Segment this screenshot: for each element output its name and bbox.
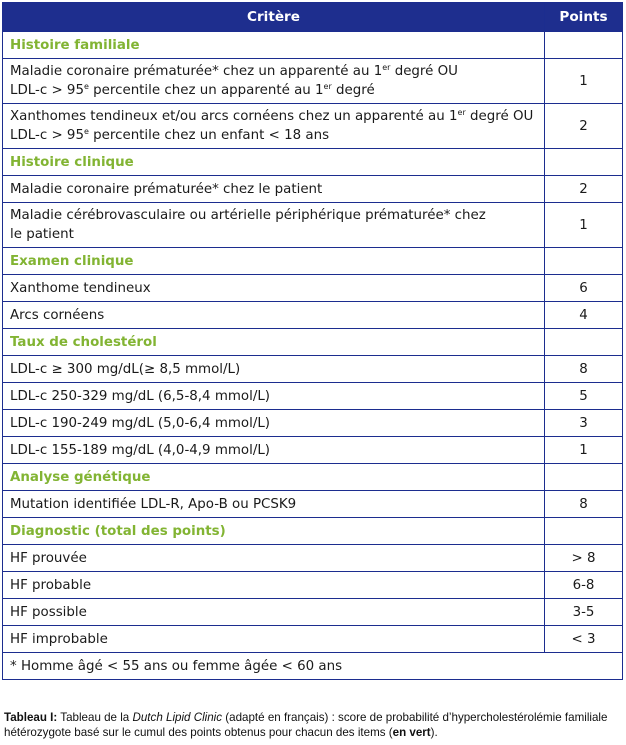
points-cell: 4: [545, 302, 623, 329]
table-row: [3, 545, 623, 572]
criterion-cell: LDL-c 190-249 mg/dL (5,0-6,4 mmol/L): [3, 410, 545, 437]
table-row: [3, 302, 623, 329]
points-cell: 1: [545, 59, 623, 104]
points-cell: 8: [545, 356, 623, 383]
section-title-cholesterol: Taux de cholestérol: [3, 329, 545, 356]
table-row: [3, 176, 623, 203]
points-cell: > 8: [545, 545, 623, 572]
table-row: [3, 572, 623, 599]
empty-cell: [545, 329, 623, 356]
section-row: [3, 329, 623, 356]
table-caption: [4, 710, 622, 740]
table-header-row: [3, 3, 623, 32]
criterion-text: LDL-c > 95: [10, 128, 84, 143]
table-row: [3, 356, 623, 383]
table-row: [3, 410, 623, 437]
criterion-text: Maladie cérébrovasculaire ou artérielle périphérique prématurée* chez: [10, 208, 486, 223]
section-title-diagnosis: Diagnostic (total des points): [3, 518, 545, 545]
table-row: [3, 104, 623, 149]
caption-text: Tableau de la: [57, 711, 133, 724]
criterion-text: Maladie coronaire prématurée* chez un apparenté au 1: [10, 64, 383, 79]
criterion-cell: Maladie coronaire prématurée* chez le patient: [3, 176, 545, 203]
footnote: * Homme âgé < 55 ans ou femme âgée < 60 ans: [3, 653, 623, 680]
empty-cell: [545, 518, 623, 545]
points-cell: 8: [545, 491, 623, 518]
footnote-row: [3, 653, 623, 680]
points-cell: 6: [545, 275, 623, 302]
superscript: er: [457, 108, 466, 117]
section-row: [3, 248, 623, 275]
diagnosis-cell: HF prouvée: [3, 545, 545, 572]
diagnosis-cell: HF improbable: [3, 626, 545, 653]
caption-text: (adapté en français) : score de probabilité d’hypercholestérolémie familiale hétérozygote basé sur le cumul des points obtenus pour chacun des items (: [4, 711, 608, 739]
criterion-text: Xanthomes tendineux et/ou arcs cornéens chez un apparenté au 1: [10, 109, 458, 124]
points-cell: 1: [545, 203, 623, 248]
criterion-cell: Arcs cornéens: [3, 302, 545, 329]
table-row: [3, 59, 623, 104]
points-cell: 5: [545, 383, 623, 410]
criterion-cell: [3, 59, 545, 104]
superscript: er: [382, 63, 391, 72]
table-row: [3, 626, 623, 653]
points-cell: < 3: [545, 626, 623, 653]
table-row: [3, 203, 623, 248]
points-cell: 2: [545, 176, 623, 203]
points-cell: 1: [545, 437, 623, 464]
criterion-text: degré OU: [390, 64, 458, 79]
empty-cell: [545, 248, 623, 275]
section-row: [3, 464, 623, 491]
points-cell: 6-8: [545, 572, 623, 599]
criterion-text: le patient: [10, 227, 74, 242]
superscript: er: [323, 82, 332, 91]
criterion-text: percentile chez un apparenté au 1: [88, 83, 324, 98]
empty-cell: [545, 32, 623, 59]
section-row: [3, 518, 623, 545]
superscript: e: [83, 82, 89, 91]
criterion-cell: Xanthome tendineux: [3, 275, 545, 302]
criterion-cell: [3, 104, 545, 149]
points-cell: 2: [545, 104, 623, 149]
empty-cell: [545, 149, 623, 176]
table-row: [3, 599, 623, 626]
section-title-clinical-exam: Examen clinique: [3, 248, 545, 275]
criterion-cell: [3, 203, 545, 248]
dutch-lipid-clinic-table: [2, 2, 623, 680]
diagnosis-cell: HF possible: [3, 599, 545, 626]
diagnosis-cell: HF probable: [3, 572, 545, 599]
caption-bold: en vert: [392, 726, 431, 739]
empty-cell: [545, 464, 623, 491]
caption-text: ).: [430, 726, 438, 739]
section-title-genetic: Analyse génétique: [3, 464, 545, 491]
criterion-text: LDL-c > 95: [10, 83, 84, 98]
table-row: [3, 437, 623, 464]
section-title-clinical-history: Histoire clinique: [3, 149, 545, 176]
criterion-cell: LDL-c 250-329 mg/dL (6,5-8,4 mmol/L): [3, 383, 545, 410]
table-row: [3, 275, 623, 302]
table-row: [3, 383, 623, 410]
criteria-column-header: Critère: [3, 3, 545, 32]
caption-label: Tableau I:: [4, 711, 58, 724]
criterion-text: degré OU: [465, 109, 534, 124]
points-cell: 3-5: [545, 599, 623, 626]
criterion-text: percentile chez un enfant < 18 ans: [88, 128, 330, 143]
superscript: e: [83, 127, 89, 136]
criterion-cell: LDL-c 155-189 mg/dL (4,0-4,9 mmol/L): [3, 437, 545, 464]
criterion-cell: LDL-c ≥ 300 mg/dL(≥ 8,5 mmol/L): [3, 356, 545, 383]
section-row: [3, 149, 623, 176]
section-title-family-history: Histoire familiale: [3, 32, 545, 59]
table-row: [3, 491, 623, 518]
criterion-cell: Mutation identifiée LDL-R, Apo-B ou PCSK9: [3, 491, 545, 518]
points-column-header: Points: [545, 3, 623, 32]
criterion-text: degré: [331, 83, 375, 98]
section-row: [3, 32, 623, 59]
caption-italic: Dutch Lipid Clinic: [132, 711, 223, 724]
points-cell: 3: [545, 410, 623, 437]
